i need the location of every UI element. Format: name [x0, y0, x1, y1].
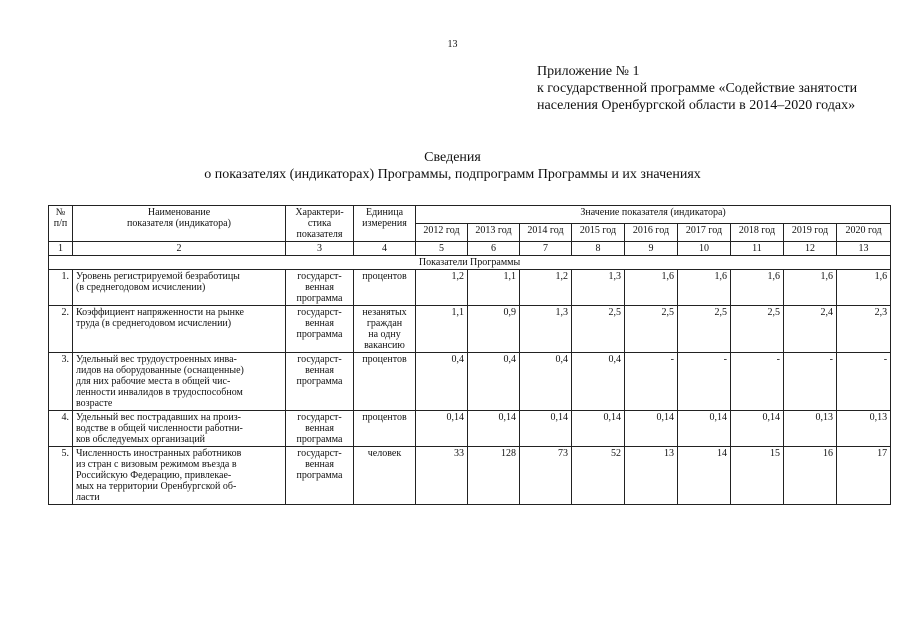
characteristic-line: венная — [305, 423, 334, 434]
header-year: 2013 год — [468, 224, 520, 242]
characteristic-line: венная — [305, 318, 334, 329]
indicator-name-line: ленности инвалидов в трудоспособном — [76, 387, 243, 398]
indicator-unit — [354, 447, 416, 505]
characteristic-line: венная — [305, 282, 334, 293]
indicator-characteristic — [286, 270, 354, 306]
characteristic-line: программа — [296, 329, 343, 340]
indicator-value: 1,1 — [416, 306, 468, 353]
table-row — [49, 353, 891, 411]
indicator-value: 0,14 — [625, 411, 678, 447]
column-number: 9 — [625, 242, 678, 256]
header-year: 2020 год — [837, 224, 891, 242]
title-line: Сведения — [424, 150, 481, 165]
indicator-value: 2,5 — [678, 306, 731, 353]
indicator-value: 0,14 — [520, 411, 572, 447]
indicator-name-line: для них рабочие места в общей чис- — [76, 376, 231, 387]
indicator-name — [73, 447, 286, 505]
column-number: 3 — [286, 242, 354, 256]
indicator-value: - — [837, 353, 891, 411]
header-year: 2015 год — [572, 224, 625, 242]
characteristic-line: программа — [296, 293, 343, 304]
indicator-value: - — [678, 353, 731, 411]
indicator-name-line: лидов на оборудованные (оснащенные) — [76, 365, 244, 376]
unit-line: на одну — [368, 329, 401, 340]
page-number: 13 — [447, 39, 458, 50]
indicator-name-line: (в среднегодовом исчислении) — [76, 282, 206, 293]
indicator-value: 0,4 — [468, 353, 520, 411]
indicator-unit — [354, 353, 416, 411]
header-unit: Единица измерения — [354, 206, 416, 242]
indicator-value: 14 — [678, 447, 731, 505]
indicator-value: 0,14 — [416, 411, 468, 447]
unit-line: незанятых — [362, 307, 407, 318]
indicator-characteristic — [286, 353, 354, 411]
indicator-value: - — [625, 353, 678, 411]
indicator-value: 0,4 — [520, 353, 572, 411]
indicator-name-line: Уровень регистрируемой безработицы — [76, 271, 240, 282]
indicator-value: 52 — [572, 447, 625, 505]
unit-line: процентов — [362, 354, 407, 365]
indicator-value: 1,6 — [837, 270, 891, 306]
indicator-value: 0,4 — [416, 353, 468, 411]
header-year: 2019 год — [784, 224, 837, 242]
document-title — [0, 149, 905, 183]
row-number: 1. — [49, 270, 73, 306]
column-number: 12 — [784, 242, 837, 256]
unit-line: процентов — [362, 412, 407, 423]
row-number: 3. — [49, 353, 73, 411]
indicator-value: 1,6 — [784, 270, 837, 306]
column-number: 10 — [678, 242, 731, 256]
indicator-name-line: Коэффициент напряженности на рынке — [76, 307, 244, 318]
indicator-name — [73, 270, 286, 306]
indicator-name-line: ласти — [76, 492, 100, 503]
appendix-note — [537, 63, 857, 114]
indicator-value: 0,9 — [468, 306, 520, 353]
indicator-value: 2,4 — [784, 306, 837, 353]
indicator-unit — [354, 270, 416, 306]
header-row — [49, 206, 891, 224]
title-line: о показателях (индикаторах) Программы, подпрограмм Программы и их значениях — [204, 167, 701, 182]
indicator-value: 15 — [731, 447, 784, 505]
indicator-value: 128 — [468, 447, 520, 505]
table-row — [49, 411, 891, 447]
indicator-value: 1,2 — [520, 270, 572, 306]
indicator-name-line: водстве в общей численности работни- — [76, 423, 243, 434]
indicator-value: 1,2 — [416, 270, 468, 306]
indicator-value: 1,1 — [468, 270, 520, 306]
characteristic-line: государст- — [297, 307, 342, 318]
unit-line: процентов — [362, 271, 407, 282]
indicator-value: 1,6 — [625, 270, 678, 306]
indicator-value: 17 — [837, 447, 891, 505]
table-row — [49, 270, 891, 306]
indicator-value: 33 — [416, 447, 468, 505]
indicators-table — [48, 205, 891, 505]
indicator-value: 1,6 — [678, 270, 731, 306]
characteristic-line: венная — [305, 459, 334, 470]
indicator-value: 2,3 — [837, 306, 891, 353]
header-year: 2017 год — [678, 224, 731, 242]
header-value-group: Значение показателя (индикатора) — [416, 206, 891, 224]
appendix-line: к государственной программе «Содействие занятости — [537, 81, 858, 96]
characteristic-line: программа — [296, 434, 343, 445]
indicator-name — [73, 306, 286, 353]
appendix-line: населения Оренбургской области в 2014–2020 годах» — [537, 98, 856, 113]
indicator-value: 16 — [784, 447, 837, 505]
header-year: 2016 год — [625, 224, 678, 242]
indicator-value: 13 — [625, 447, 678, 505]
indicator-characteristic — [286, 306, 354, 353]
indicator-name-line: возрасте — [76, 398, 113, 409]
characteristic-line: государст- — [297, 271, 342, 282]
column-number: 13 — [837, 242, 891, 256]
indicator-value: 0,14 — [468, 411, 520, 447]
indicator-value: 0,13 — [784, 411, 837, 447]
characteristic-line: программа — [296, 376, 343, 387]
column-number: 4 — [354, 242, 416, 256]
characteristic-line: государст- — [297, 354, 342, 365]
column-number: 1 — [49, 242, 73, 256]
indicator-value: 0,4 — [572, 353, 625, 411]
indicator-name-line: Удельный вес пострадавших на произ- — [76, 412, 242, 423]
column-number: 6 — [468, 242, 520, 256]
indicator-value: 1,6 — [731, 270, 784, 306]
indicator-unit — [354, 306, 416, 353]
header-year: 2012 год — [416, 224, 468, 242]
column-number: 8 — [572, 242, 625, 256]
characteristic-line: государст- — [297, 412, 342, 423]
header-year: 2014 год — [520, 224, 572, 242]
table-row — [49, 306, 891, 353]
indicator-name-line: Российскую Федерацию, привлекае- — [76, 470, 232, 481]
indicator-value: 0,14 — [572, 411, 625, 447]
indicator-value: 2,5 — [572, 306, 625, 353]
indicator-name-line: Численность иностранных работников — [76, 448, 242, 459]
indicator-characteristic — [286, 411, 354, 447]
header-characteristic: Характери- стика показателя — [286, 206, 354, 242]
unit-line: вакансию — [364, 340, 405, 351]
header-number: № п/п — [49, 206, 73, 242]
indicator-value: 0,13 — [837, 411, 891, 447]
indicator-unit — [354, 411, 416, 447]
indicator-value: - — [731, 353, 784, 411]
indicator-value: 0,14 — [678, 411, 731, 447]
indicator-value: - — [784, 353, 837, 411]
section-title: Показатели Программы — [49, 256, 891, 270]
indicator-value: 2,5 — [625, 306, 678, 353]
indicator-characteristic — [286, 447, 354, 505]
row-number: 2. — [49, 306, 73, 353]
column-number: 2 — [73, 242, 286, 256]
header-year: 2018 год — [731, 224, 784, 242]
characteristic-line: государст- — [297, 448, 342, 459]
indicator-name-line: мых на территории Оренбургской об- — [76, 481, 237, 492]
section-row — [49, 256, 891, 270]
indicator-value: 73 — [520, 447, 572, 505]
column-number-row — [49, 242, 891, 256]
indicator-value: 2,5 — [731, 306, 784, 353]
row-number: 5. — [49, 447, 73, 505]
column-number: 5 — [416, 242, 468, 256]
table-row — [49, 447, 891, 505]
unit-line: граждан — [366, 318, 403, 329]
column-number: 7 — [520, 242, 572, 256]
indicator-value: 1,3 — [572, 270, 625, 306]
column-number: 11 — [731, 242, 784, 256]
characteristic-line: венная — [305, 365, 334, 376]
indicator-name-line: из стран с визовым режимом въезда в — [76, 459, 237, 470]
indicator-name-line: труда (в среднегодовом исчислении) — [76, 318, 232, 329]
unit-line: человек — [367, 448, 402, 459]
indicator-name — [73, 411, 286, 447]
appendix-line: Приложение № 1 — [537, 64, 640, 79]
indicator-value: 0,14 — [731, 411, 784, 447]
indicator-name-line: Удельный вес трудоустроенных инва- — [76, 354, 237, 365]
characteristic-line: программа — [296, 470, 343, 481]
indicator-name-line: ков обследуемых организаций — [76, 434, 206, 445]
row-number: 4. — [49, 411, 73, 447]
header-name: Наименование показателя (индикатора) — [73, 206, 286, 242]
indicator-value: 1,3 — [520, 306, 572, 353]
indicator-name — [73, 353, 286, 411]
